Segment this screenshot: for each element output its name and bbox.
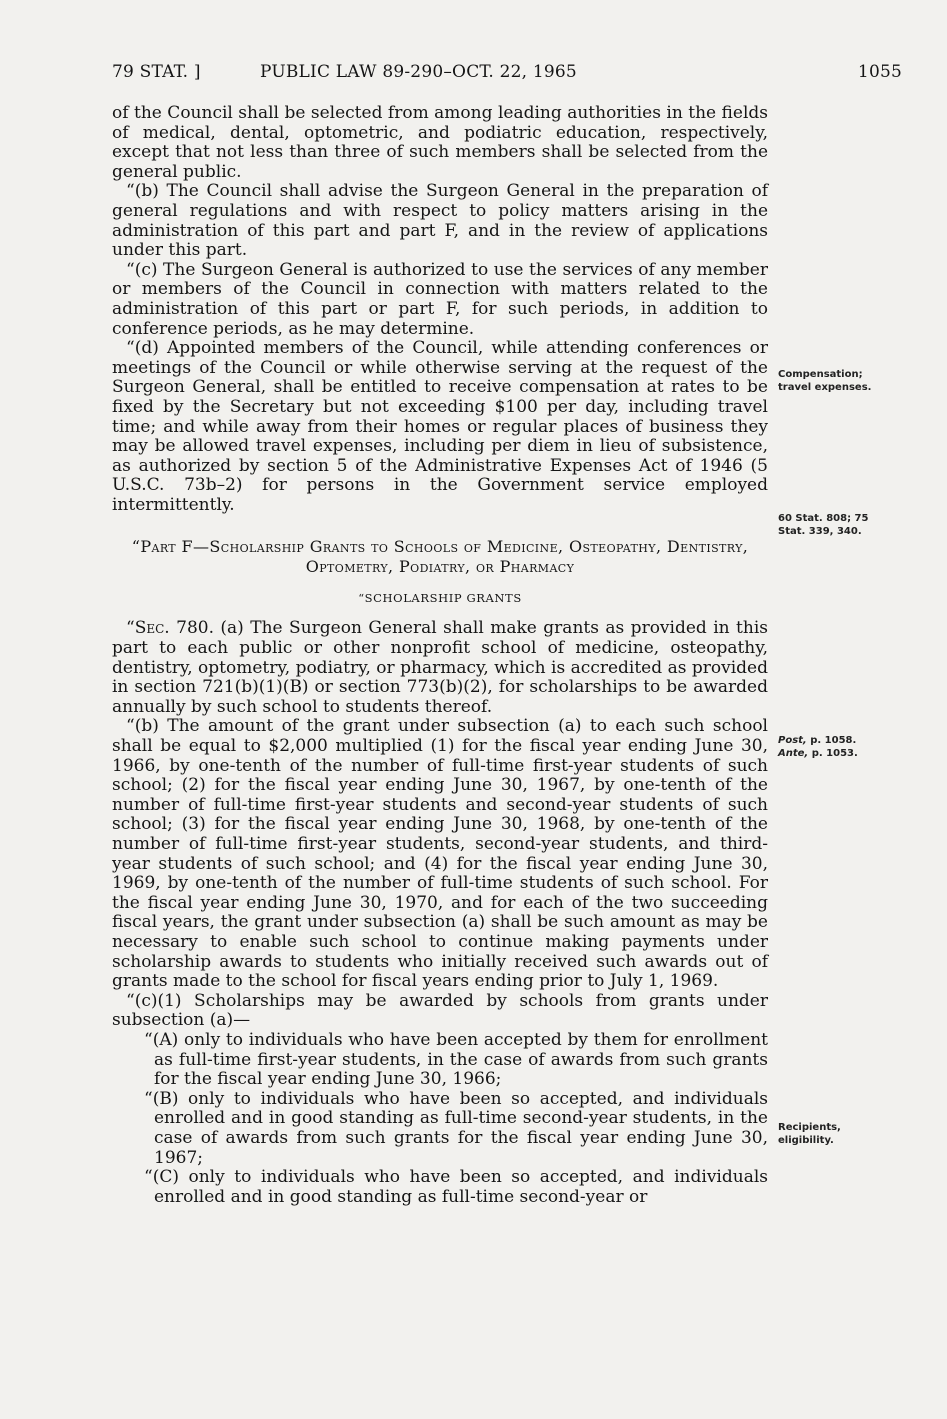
clause-b-text: “(B) only to individuals who have been so accepted, and individuals enrolled and in good standing as full-time second-year students, in the case of awards from such grants for the fiscal year ending June 30, 1967; <box>144 1088 768 1168</box>
section-text: 780. (a) The Surgeon General shall make grants as provided in this part to each public or other nonprofit school of medicine, osteopathy, dentistry, optometry, podiatry, or pharmacy, which is accredited as provided in section 721(b)(1)(B) or section 773(b)(2), for scholarships to be awarded annually by such school to students thereof. <box>112 618 768 717</box>
section-label: “Sec. <box>126 618 170 639</box>
margin-note-cross-reference <box>778 734 898 760</box>
margin-note-recipients <box>778 1121 898 1147</box>
part-f-title: “Part F—Scholarship Grants to Schools of Medicine, Osteopathy, Dentistry, Optometry, Podiatry, or Pharmacy <box>131 537 749 577</box>
clause-a-text: “(A) only to individuals who have been accepted by them for enrollment as full-time first-year students, in the case of awards from such grants for the fiscal year ending June 30, 1966; <box>144 1029 768 1090</box>
statute-volume: 79 STAT. ] <box>112 62 201 82</box>
ante-page: p. 1053. <box>808 748 858 759</box>
margin-note-compensation <box>778 368 898 394</box>
margin-note-line: 60 Stat. 808; 75 <box>778 513 869 524</box>
post-label: Post, <box>778 735 807 746</box>
section-heading: “SCHOLARSHIP GRANTS <box>358 591 522 606</box>
paragraph-d: “(d) Appointed members of the Council, while attending conferences or meetings of the Council or while otherwise serving at the request of the Surgeon General, shall be entitled to receive compensation at rates to be fixed by the Secretary but not exceeding $100 per day, including travel time; and while away from their homes or regular places of business they may be allowed travel expenses, including per diem in lieu of subsistence, as authorized by section 5 of the Administrative Expenses Act of 1946 (5 U.S.C. 73b–2) for persons in the Government service employed intermittently. <box>112 338 768 515</box>
page-number: 1055 <box>857 62 902 82</box>
clause-a <box>112 1031 768 1090</box>
clause-c-text: “(C) only to individuals who have been so accepted, and individuals enrolled and in good standing as full-time second-year or <box>144 1167 768 1207</box>
margin-note-line <box>778 747 898 760</box>
paragraph-council-members: of the Council shall be selected from among leading authorities in the fields of medical, dental, optometric, and podiatric education, respectively, except that not less than three of such members shall be selected from the general public. <box>112 103 768 182</box>
clause-b <box>112 1090 768 1168</box>
margin-note-stat-citation <box>778 512 898 538</box>
paragraph-780-c1: “(c)(1) Scholarships may be awarded by schools from grants under subsection (a)— <box>112 990 768 1031</box>
paragraph-780-b: “(b) The amount of the grant under subsection (a) to each such school shall be equal to $2,000 multiplied (1) for the fiscal year ending June 30, 1966, by one-tenth of the number of full-time first-year students of such school; (2) for the fiscal year ending June 30, 1967, by one-tenth of the number of full-time first-year students and second-year students of such school; (3) for the fiscal year ending June 30, 1968, by one-tenth of the number of full-time first-year students, second-year students, and third-year students of such school; and (4) for the fiscal year ending June 30, 1969, by one-tenth of the number of full-time students of such school. For the fiscal year ending June 30, 1970, and for each of the two succeeding fiscal years, the grant under subsection (a) shall be such amount as may be necessary to enable such school to continue making payments under scholarship awards to students who initially received such awards out of grants made to the school for fiscal years ending prior to July 1, 1969. <box>112 716 768 992</box>
post-page: p. 1058. <box>806 735 857 746</box>
paragraph-b: “(b) The Council shall advise the Surgeon General in the preparation of general regulations and with respect to policy matters arising in the administration of this part and part F, and in the review of applications under this part. <box>112 181 768 261</box>
page-header <box>112 62 902 88</box>
ante-label: Ante, <box>778 748 809 759</box>
paragraph-c: “(c) The Surgeon General is authorized to use the services of any member or members of the Council in connection with matters related to the administration of this part or part F, for such periods, in addition to conference periods, as he may determine. <box>112 259 768 339</box>
law-title: PUBLIC LAW 89-290–OCT. 22, 1965 <box>260 62 577 82</box>
paragraph-sec-780-a <box>112 619 768 717</box>
main-text <box>112 104 768 1207</box>
margin-note-line: Recipients, <box>778 1122 841 1133</box>
margin-note-line: Compensation; <box>778 369 863 380</box>
margin-note-line: eligibility. <box>778 1135 834 1146</box>
margin-note-line: travel expenses. <box>778 382 872 393</box>
margin-note-line <box>778 734 898 747</box>
clause-c <box>112 1168 768 1207</box>
margin-note-line: Stat. 339, 340. <box>778 526 862 537</box>
